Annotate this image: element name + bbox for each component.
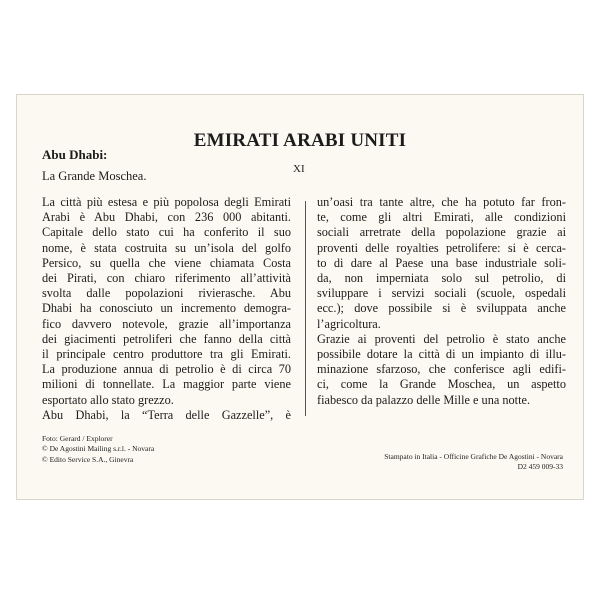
- text-line: minazione sfarzoso, che conferisce agli edifi-: [317, 362, 566, 377]
- credit-line: Foto: Gerard / Explorer: [42, 434, 113, 443]
- printer-line: Stampato in Italia - Officine Grafiche De Agostini - Novara: [384, 452, 563, 461]
- card-title: EMIRATI ARABI UNITI: [193, 130, 407, 151]
- text-line: il principale centro produttore tra gli Emirati.: [42, 347, 291, 362]
- subtitle: La Grande Moschea.: [42, 169, 147, 183]
- text-line: Arabi è Abu Dhabi, con 236 000 abitanti.: [42, 210, 291, 225]
- text-line: Capitale dello stato cui ha conferito il suo: [42, 225, 291, 240]
- text-line: sviluppare i servizi sociali (scuole, ospedali: [317, 286, 566, 301]
- text-line: Abu Dhabi, la “Terra delle Gazzelle”, è: [42, 407, 291, 422]
- text-line: te, come gli altri Emirati, alle condizioni: [317, 210, 566, 225]
- credit-line: © De Agostini Mailing s.r.l. - Novara: [42, 444, 155, 454]
- body-right-column: [317, 195, 566, 408]
- text-line: ecc.); dove possibile si è sviluppata anche: [317, 301, 566, 316]
- text-line: Grazie ai proventi del petrolio è stato anche: [317, 331, 566, 346]
- text-line: proventi delle royalties petrolifere: si è cerca-: [317, 240, 566, 255]
- credit-line: © Edito Service S.A., Ginevra: [42, 454, 134, 464]
- text-line: sociali arretrate della popolazione grazie ai: [317, 225, 566, 240]
- text-line: esportato allo stato grezzo.: [42, 392, 174, 407]
- text-line: dei giacimenti petroliferi che fanno della città: [42, 331, 291, 346]
- place-heading: Abu Dhabi:: [42, 147, 108, 162]
- text-line: un’oasi tra tante altre, che ha potuto far fron-: [317, 195, 566, 209]
- body-left-column: [42, 195, 291, 423]
- text-line: La produzione annua di petrolio è di circa 70: [42, 362, 291, 377]
- text-line: ci, come la Grande Moschea, un aspetto: [317, 377, 566, 392]
- text-line: Persico, su quella che viene chiamata Costa: [42, 255, 291, 270]
- text-line: dei Pirati, con chiaro riferimento all’attività: [42, 271, 291, 286]
- photo-credits: [42, 434, 154, 465]
- catalog-code: D2 459 009-33: [517, 462, 563, 472]
- text-line: fiabesco da palazzo delle Mille e una notte.: [317, 392, 531, 407]
- text-line: da, non imperniata solo sul petrolio, di: [317, 271, 566, 286]
- text-line: svolta dalle popolazioni rivierasche. Abu: [42, 286, 291, 301]
- text-line: nome, è stata costruita su un’isola del golfo: [42, 240, 291, 255]
- text-line: milioni di tonnellate. La maggior parte viene: [42, 377, 291, 392]
- printer-credits: [384, 452, 563, 473]
- text-line: La città più estesa e più popolosa degli Emirati: [42, 195, 291, 209]
- text-line: fico davvero notevole, grazie all’importanza: [42, 316, 291, 331]
- card-number: XI: [293, 163, 305, 175]
- text-line: Dhabi ha conosciuto un incremento demogra-: [42, 301, 291, 316]
- text-line: to di dare al Paese una base industriale soli-: [317, 255, 566, 270]
- text-line: possibile dotare la città di un impianto di illu-: [317, 347, 566, 362]
- column-divider: [305, 201, 306, 416]
- text-line: l’agricoltura.: [317, 316, 381, 331]
